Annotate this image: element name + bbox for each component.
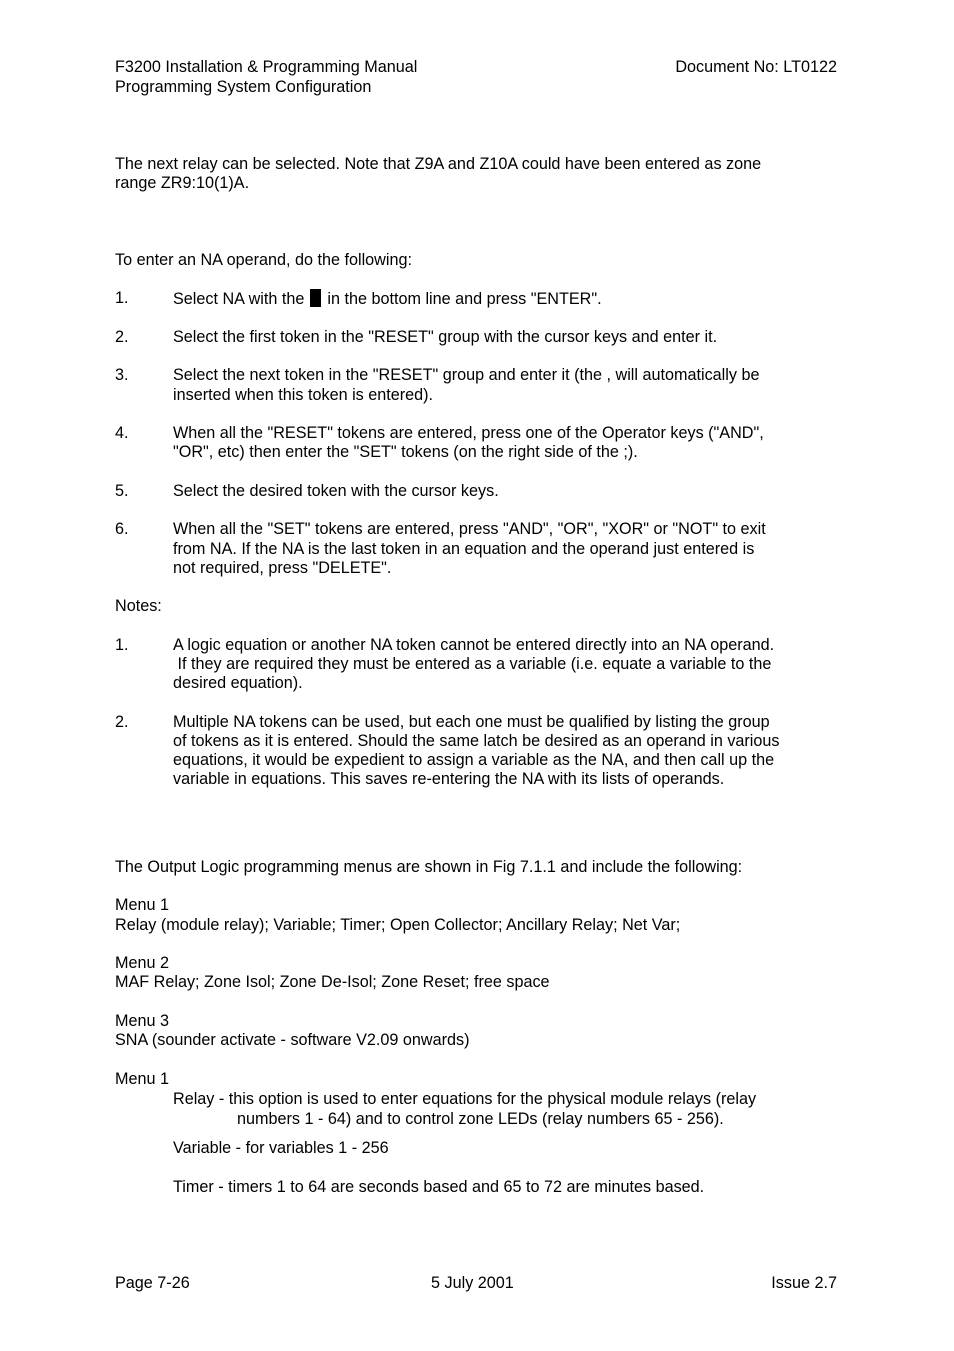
- output-logic-intro: The Output Logic programming menus are shown in Fig 7.1.1 and include the following:: [115, 858, 743, 876]
- intro-line-2: range ZR9:10(1)A.: [115, 174, 250, 192]
- step-text: When all the "RESET" tokens are entered, press one of the Operator keys ("AND",: [173, 424, 764, 442]
- step-1-text: [173, 289, 602, 309]
- note-text: desired equation).: [173, 674, 303, 692]
- step-text: When all the "SET" tokens are entered, press "AND", "OR", "XOR" or "NOT" to exit: [173, 520, 766, 538]
- cursor-block-icon: [310, 289, 321, 307]
- step-text: Select the desired token with the cursor keys.: [173, 482, 499, 500]
- issue-number: Issue 2.7: [771, 1274, 837, 1292]
- menu-title: Menu 2: [115, 954, 169, 972]
- step-text: from NA. If the NA is the last token in an equation and the operand just entered is: [173, 540, 755, 558]
- note-text: If they are required they must be entered as a variable (i.e. equate a variable to the: [173, 655, 772, 673]
- menu-items: SNA (sounder activate - software V2.09 onwards): [115, 1031, 470, 1049]
- note-text: of tokens as it is entered. Should the same latch be desired as an operand in various: [173, 732, 780, 750]
- note-number: 2.: [115, 713, 129, 731]
- menu-items: Relay (module relay); Variable; Timer; Open Collector; Ancillary Relay; Net Var;: [115, 916, 681, 934]
- timer-description: Timer - timers 1 to 64 are seconds based and 65 to 72 are minutes based.: [173, 1178, 705, 1196]
- intro-line-1: The next relay can be selected. Note that Z9A and Z10A could have been entered as zone: [115, 155, 762, 173]
- section-title: Programming System Configuration: [115, 78, 372, 96]
- note-text: equations, it would be expedient to assign a variable as the NA, and then call up the: [173, 751, 775, 769]
- step-number: 4.: [115, 424, 129, 442]
- relay-description: Relay - this option is used to enter equations for the physical module relays (relay: [173, 1090, 757, 1108]
- menu-title: Menu 1: [115, 896, 169, 914]
- menu-title: Menu 3: [115, 1012, 169, 1030]
- note-number: 1.: [115, 636, 129, 654]
- step-number: 6.: [115, 520, 129, 538]
- step-text: Select the next token in the "RESET" group and enter it (the , will automatically be: [173, 366, 760, 384]
- note-text: A logic equation or another NA token cannot be entered directly into an NA operand.: [173, 636, 775, 654]
- step-number: 2.: [115, 328, 129, 346]
- step-text: Select the first token in the "RESET" group with the cursor keys and enter it.: [173, 328, 718, 346]
- step-number: 3.: [115, 366, 129, 384]
- footer-date: 5 July 2001: [431, 1274, 514, 1292]
- step-text: not required, press "DELETE".: [173, 559, 392, 577]
- relay-description-cont: numbers 1 - 64) and to control zone LEDs (relay numbers 65 - 256).: [237, 1110, 724, 1128]
- note-text: Multiple NA tokens can be used, but each one must be qualified by listing the group: [173, 713, 770, 731]
- notes-label: Notes:: [115, 597, 162, 615]
- na-intro: To enter an NA operand, do the following:: [115, 251, 412, 269]
- step-text: Select NA with the: [173, 290, 305, 308]
- step-text: in the bottom line and press "ENTER".: [327, 290, 602, 308]
- step-text: inserted when this token is entered).: [173, 386, 434, 404]
- step-number: 5.: [115, 482, 129, 500]
- manual-title: F3200 Installation & Programming Manual: [115, 58, 418, 76]
- page-number: Page 7-26: [115, 1274, 190, 1292]
- variable-description: Variable - for variables 1 - 256: [173, 1139, 389, 1157]
- note-text: variable in equations. This saves re-entering the NA with its lists of operands.: [173, 770, 725, 788]
- document-number: Document No: LT0122: [675, 58, 837, 76]
- step-number: 1.: [115, 289, 129, 307]
- menu-items: MAF Relay; Zone Isol; Zone De-Isol; Zone Reset; free space: [115, 973, 550, 991]
- step-text: "OR", etc) then enter the "SET" tokens (on the right side of the ;).: [173, 443, 638, 461]
- menu-detail-title: Menu 1: [115, 1070, 169, 1088]
